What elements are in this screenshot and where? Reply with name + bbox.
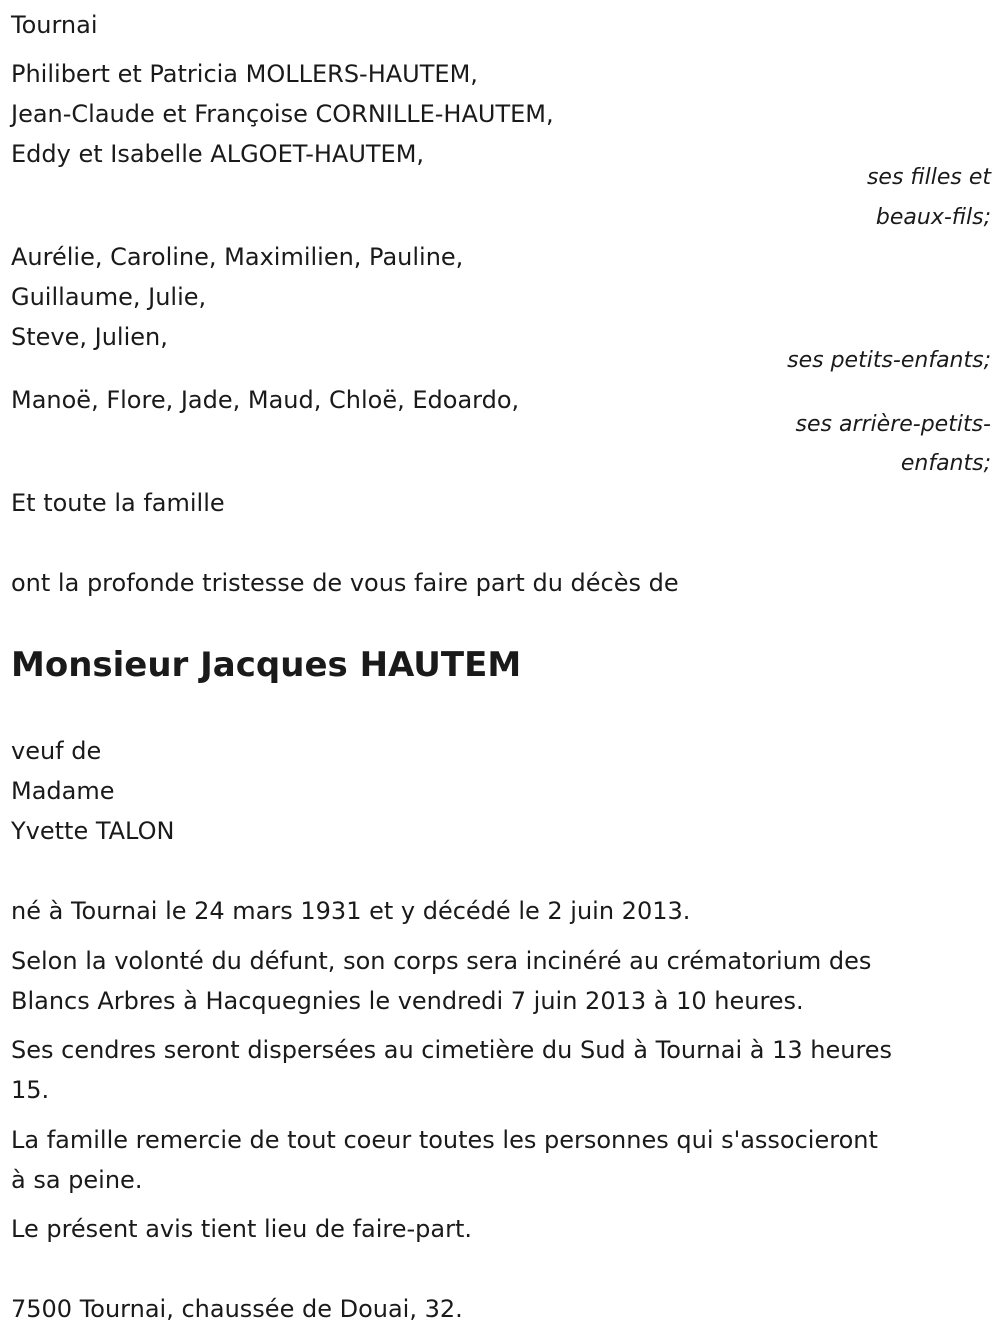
ashes-line-1: Ses cendres seront dispersées au cimetière du Sud à Tournai à 13 heures: [11, 1036, 893, 1064]
announcement-text: ont la profonde tristesse de vous faire part du décès de: [11, 569, 679, 597]
grandchildren-line-1: Aurélie, Caroline, Maximilien, Pauline,: [11, 243, 464, 271]
deceased-name: Monsieur Jacques HAUTEM: [11, 645, 522, 685]
widower-line-2: Madame: [11, 777, 115, 805]
widower-line-3: Yvette TALON: [11, 817, 175, 845]
ashes-line-2: 15.: [11, 1076, 50, 1104]
great-grandchildren-role-line-1: ses arrière-petits-: [795, 412, 991, 437]
grandchildren-role: ses petits-enfants;: [787, 348, 991, 373]
grandchildren-line-2: Guillaume, Julie,: [11, 283, 207, 311]
daughters-role-line-2: beaux-fils;: [875, 205, 991, 230]
great-grandchildren-line: Manoë, Flore, Jade, Maud, Chloë, Edoardo,: [11, 386, 520, 414]
cremation-line-1: Selon la volonté du défunt, son corps sera incinéré au crématorium des: [11, 947, 872, 975]
grandchildren-line-3: Steve, Julien,: [11, 323, 168, 351]
daughters-role-line-1: ses filles et: [866, 165, 991, 190]
thanks-line-1: La famille remercie de tout coeur toutes les personnes qui s'associeront: [11, 1126, 878, 1154]
daughter-line-1: Philibert et Patricia MOLLERS-HAUTEM,: [11, 60, 478, 88]
cremation-line-2: Blancs Arbres à Hacquegnies le vendredi 7 juin 2013 à 10 heures.: [11, 987, 804, 1015]
address-line: 7500 Tournai, chaussée de Douai, 32.: [11, 1295, 463, 1323]
birth-death-line: né à Tournai le 24 mars 1931 et y décédé le 2 juin 2013.: [11, 897, 691, 925]
great-grandchildren-role-line-2: enfants;: [900, 451, 991, 476]
daughter-line-3: Eddy et Isabelle ALGOET-HAUTEM,: [11, 140, 425, 168]
thanks-line-2: à sa peine.: [11, 1166, 143, 1194]
city-heading: Tournai: [11, 11, 98, 39]
notice-line: Le présent avis tient lieu de faire-part.: [11, 1215, 473, 1243]
daughter-line-2: Jean-Claude et Françoise CORNILLE-HAUTEM,: [11, 100, 554, 128]
widower-line-1: veuf de: [11, 737, 102, 765]
family-line: Et toute la famille: [11, 489, 225, 517]
